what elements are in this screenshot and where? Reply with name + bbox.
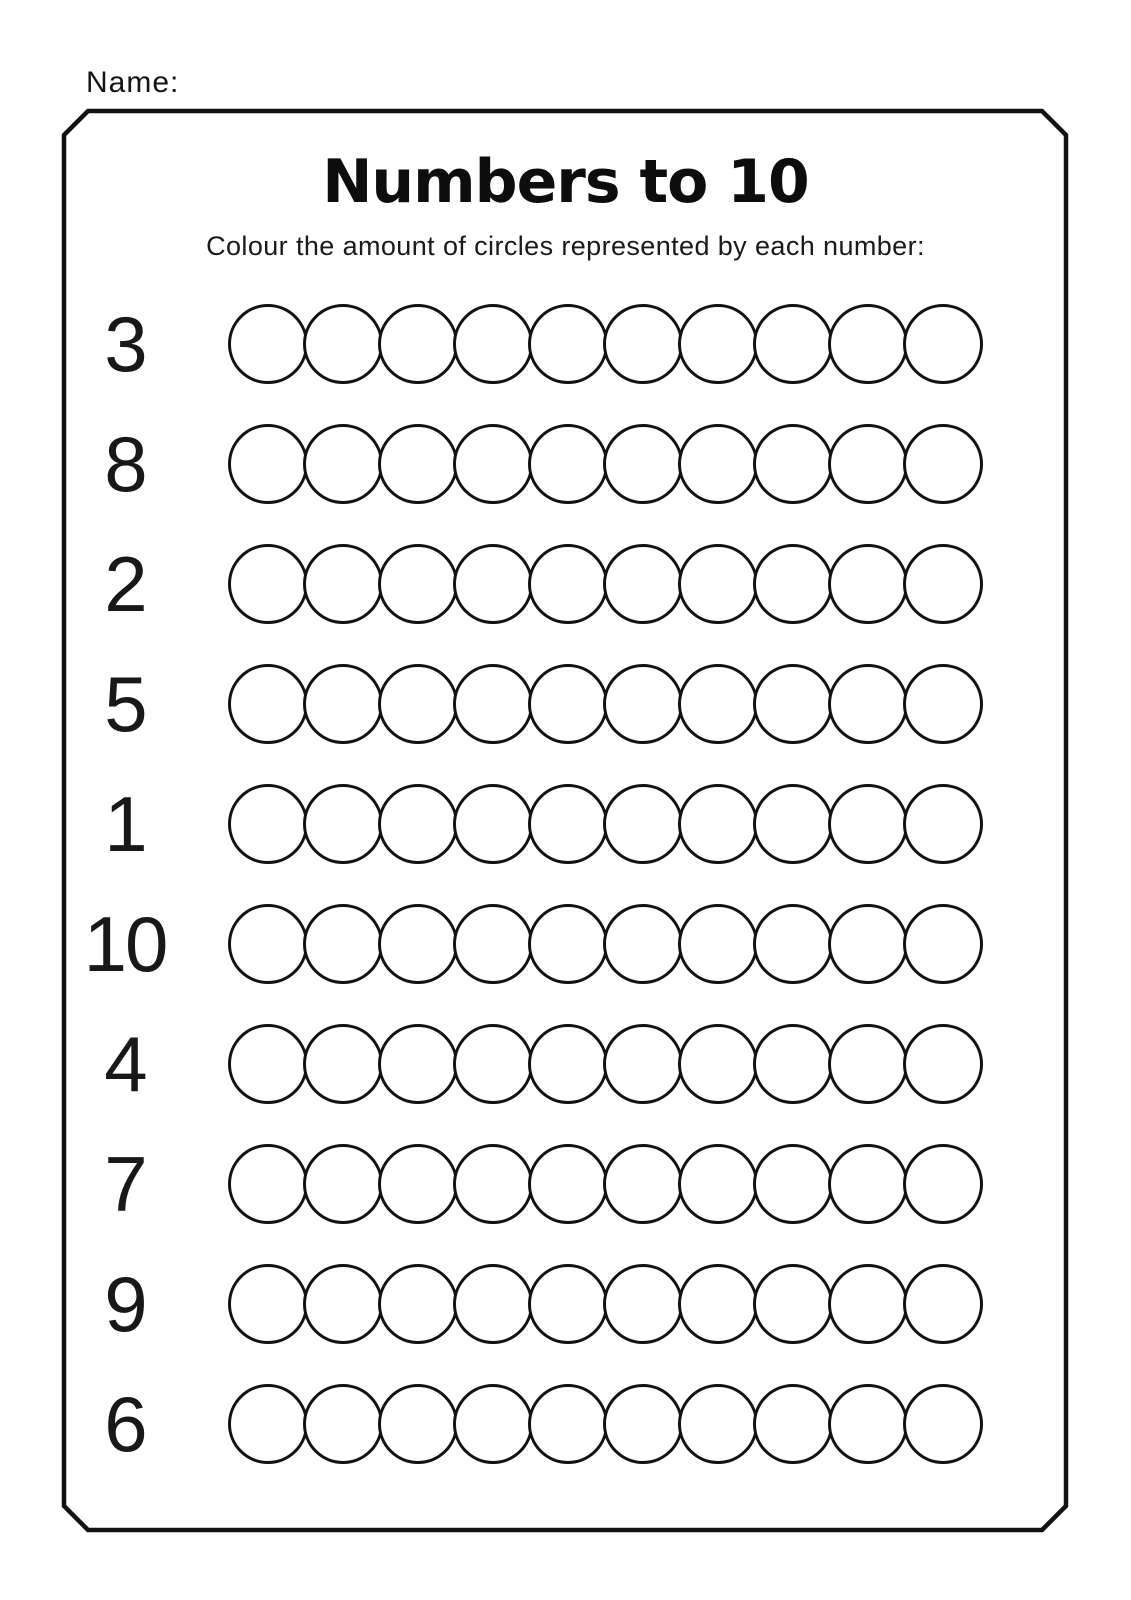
colour-circle[interactable] [903,1384,983,1464]
colour-circle[interactable] [678,304,758,384]
circle-group [228,424,983,504]
colour-circle[interactable] [828,1264,908,1344]
colour-circle[interactable] [603,904,683,984]
row-number: 8 [104,420,146,508]
circle-group [228,1264,983,1344]
colour-circle[interactable] [828,1024,908,1104]
colour-circle[interactable] [828,544,908,624]
colour-circle[interactable] [528,664,608,744]
colour-circle[interactable] [603,544,683,624]
circle-group [228,664,983,744]
colour-circle[interactable] [228,424,308,504]
colour-circle[interactable] [378,904,458,984]
number-row [64,1244,1067,1364]
colour-circle[interactable] [303,784,383,864]
colour-circle[interactable] [678,784,758,864]
colour-circle[interactable] [903,664,983,744]
colour-circle[interactable] [378,1264,458,1344]
colour-circle[interactable] [603,1264,683,1344]
colour-circle[interactable] [828,424,908,504]
colour-circle[interactable] [528,544,608,624]
colour-circle[interactable] [678,1384,758,1464]
number-row [64,524,1067,644]
colour-circle[interactable] [903,1024,983,1104]
colour-circle[interactable] [828,1144,908,1224]
colour-circle[interactable] [453,1144,533,1224]
colour-circle[interactable] [828,664,908,744]
colour-circle[interactable] [678,1024,758,1104]
colour-circle[interactable] [603,424,683,504]
worksheet-instructions: Colour the amount of circles represented by each number: [206,231,925,261]
colour-circle[interactable] [453,1384,533,1464]
colour-circle[interactable] [753,304,833,384]
colour-circle[interactable] [678,904,758,984]
colour-circle[interactable] [528,1264,608,1344]
number-row [64,404,1067,524]
colour-circle[interactable] [378,304,458,384]
colour-circle[interactable] [303,424,383,504]
colour-circle[interactable] [678,544,758,624]
colour-circle[interactable] [903,424,983,504]
colour-circle[interactable] [303,904,383,984]
colour-circle[interactable] [228,664,308,744]
colour-circle[interactable] [453,904,533,984]
row-number: 2 [104,540,146,628]
row-number: 9 [104,1260,146,1348]
colour-circle[interactable] [528,784,608,864]
colour-circle[interactable] [378,664,458,744]
colour-circle[interactable] [453,424,533,504]
colour-circle[interactable] [378,424,458,504]
colour-circle[interactable] [528,1144,608,1224]
colour-circle[interactable] [303,1144,383,1224]
colour-circle[interactable] [603,664,683,744]
colour-circle[interactable] [828,784,908,864]
number-row [64,284,1067,404]
colour-circle[interactable] [903,904,983,984]
circle-group [228,784,983,864]
circle-group [228,1144,983,1224]
colour-circle[interactable] [228,784,308,864]
colour-circle[interactable] [903,1264,983,1344]
colour-circle[interactable] [603,1384,683,1464]
colour-circle[interactable] [828,304,908,384]
colour-circle[interactable] [378,544,458,624]
colour-circle[interactable] [378,1384,458,1464]
colour-circle[interactable] [528,1384,608,1464]
colour-circle[interactable] [603,304,683,384]
colour-circle[interactable] [303,544,383,624]
colour-circle[interactable] [453,1024,533,1104]
worksheet-title: Numbers to 10 [322,147,809,217]
circle-group [228,304,983,384]
colour-circle[interactable] [753,1264,833,1344]
colour-circle[interactable] [303,304,383,384]
colour-circle[interactable] [828,1384,908,1464]
colour-circle[interactable] [303,664,383,744]
colour-circle[interactable] [453,664,533,744]
number-row [64,644,1067,764]
worksheet-content [64,111,1067,1484]
colour-circle[interactable] [528,904,608,984]
colour-circle[interactable] [453,1264,533,1344]
colour-circle[interactable] [378,1024,458,1104]
row-number: 7 [104,1140,146,1228]
colour-circle[interactable] [903,544,983,624]
colour-circle[interactable] [753,1144,833,1224]
colour-circle[interactable] [528,304,608,384]
colour-circle[interactable] [228,304,308,384]
colour-circle[interactable] [453,784,533,864]
number-row [64,1364,1067,1484]
colour-circle[interactable] [378,1144,458,1224]
colour-circle[interactable] [903,784,983,864]
number-row [64,884,1067,1004]
colour-circle[interactable] [528,424,608,504]
colour-circle[interactable] [378,784,458,864]
colour-circle[interactable] [753,1024,833,1104]
row-number: 6 [104,1380,146,1468]
colour-circle[interactable] [903,304,983,384]
row-number: 3 [104,300,146,388]
colour-circle[interactable] [453,544,533,624]
circle-group [228,1384,983,1464]
number-row [64,1124,1067,1244]
colour-circle[interactable] [303,1024,383,1104]
colour-circle[interactable] [303,1384,383,1464]
row-number: 10 [83,900,167,988]
colour-circle[interactable] [678,424,758,504]
colour-circle[interactable] [603,1024,683,1104]
number-row [64,1004,1067,1124]
colour-circle[interactable] [228,544,308,624]
colour-circle[interactable] [528,1024,608,1104]
colour-circle[interactable] [828,904,908,984]
colour-circle[interactable] [228,904,308,984]
colour-circle[interactable] [453,304,533,384]
colour-circle[interactable] [753,544,833,624]
colour-circle[interactable] [603,1144,683,1224]
colour-circle[interactable] [753,904,833,984]
colour-circle[interactable] [753,424,833,504]
colour-circle[interactable] [678,1144,758,1224]
colour-circle[interactable] [678,1264,758,1344]
colour-circle[interactable] [678,664,758,744]
colour-circle[interactable] [753,1384,833,1464]
number-row [64,764,1067,884]
colour-circle[interactable] [228,1264,308,1344]
colour-circle[interactable] [303,1264,383,1344]
colour-circle[interactable] [753,784,833,864]
name-label: Name: [86,66,180,99]
row-number: 5 [104,660,146,748]
colour-circle[interactable] [903,1144,983,1224]
circle-group [228,1024,983,1104]
colour-circle[interactable] [228,1144,308,1224]
colour-circle[interactable] [753,664,833,744]
circle-group [228,904,983,984]
row-number: 1 [104,780,146,868]
circle-group [228,544,983,624]
rows-container [64,284,1067,1484]
colour-circle[interactable] [603,784,683,864]
colour-circle[interactable] [228,1024,308,1104]
colour-circle[interactable] [228,1384,308,1464]
row-number: 4 [104,1020,146,1108]
